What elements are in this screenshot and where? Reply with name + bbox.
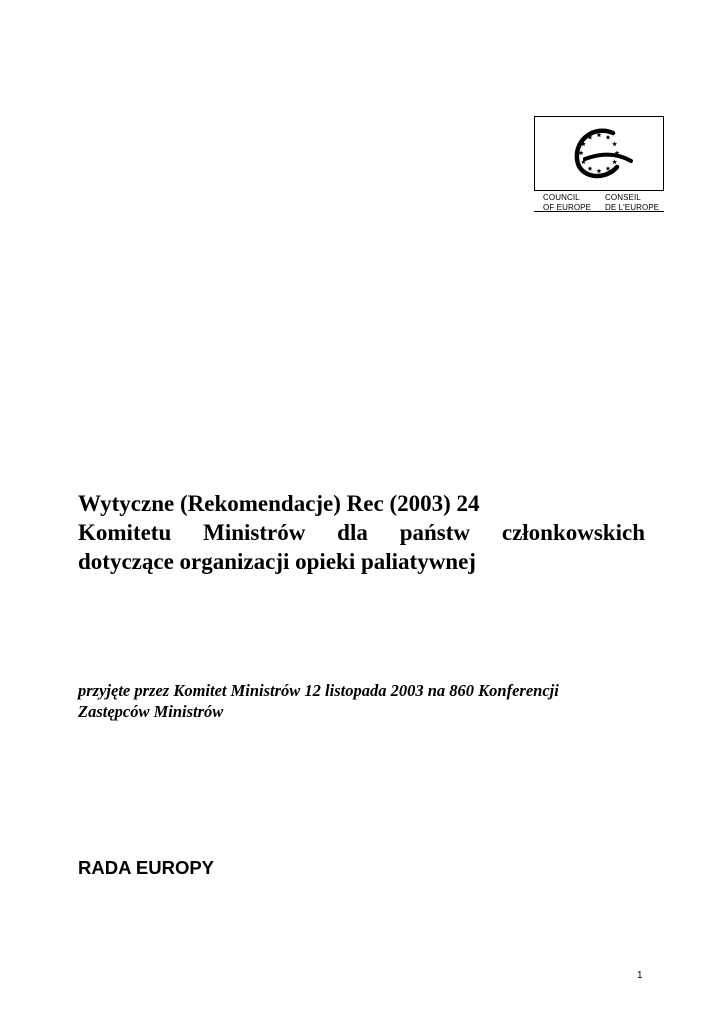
star-icon <box>597 168 602 173</box>
adoption-note <box>78 680 650 722</box>
council-of-europe-emblem-icon <box>565 123 635 185</box>
logo-text-english <box>543 193 591 213</box>
star-icon <box>612 141 617 146</box>
logo-text-french-line: CONSEIL <box>605 193 641 202</box>
document-title <box>78 489 645 576</box>
star-icon <box>606 135 611 140</box>
adoption-note-line: Zastępców Ministrów <box>78 702 224 721</box>
title-line: dotyczące organizacji opieki paliatywnej <box>78 549 476 574</box>
council-of-europe-logo <box>534 116 664 191</box>
page-number: 1 <box>637 970 643 981</box>
title-line: Wytyczne (Rekomendacje) Rec (2003) 24 <box>78 491 480 516</box>
star-icon <box>588 166 593 171</box>
title-line: Komitetu Ministrów dla państw członkowskich <box>78 520 645 545</box>
logo-divider <box>534 211 664 212</box>
adoption-note-line: przyjęte przez Komitet Ministrów 12 listopada 2003 na 860 Konferencji <box>78 681 559 700</box>
organization-name: RADA EUROPY <box>78 857 215 878</box>
logo-text-french-line: DE L'EUROPE <box>605 203 660 212</box>
logo-text-english-line: OF EUROPE <box>543 203 592 212</box>
star-icon <box>606 166 611 171</box>
star-icon <box>612 159 617 164</box>
logo-text-english-line: COUNCIL <box>543 193 580 202</box>
logo-text-french <box>605 193 659 213</box>
